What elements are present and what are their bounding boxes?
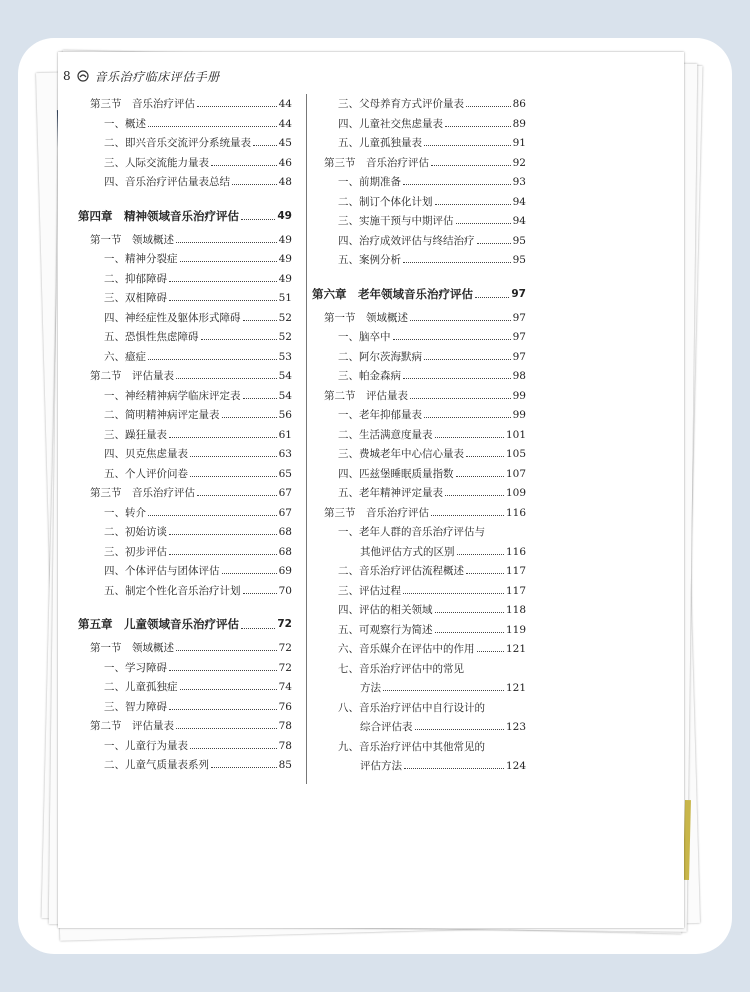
toc-entry-page: 97 bbox=[512, 350, 526, 363]
toc-entry-item-nopage bbox=[312, 660, 526, 680]
toc-entry-title: 第一节 领域概述 bbox=[90, 233, 174, 246]
toc-entry-page: 48 bbox=[278, 176, 292, 188]
toc-entry-section bbox=[312, 154, 526, 174]
toc-entry-page: 107 bbox=[505, 467, 526, 480]
toc-entry-page: 121 bbox=[505, 643, 526, 655]
toc-entry-title: 九、音乐治疗评估中其他常见的 bbox=[338, 740, 485, 753]
dot-leader bbox=[403, 173, 511, 185]
toc-entry-title: 二、初始访谈 bbox=[104, 526, 167, 538]
dot-leader bbox=[197, 95, 277, 107]
toc-entry-item bbox=[78, 523, 292, 543]
toc-entry-page: 117 bbox=[505, 584, 526, 597]
toc-entry-item bbox=[312, 582, 526, 602]
toc-entry-item bbox=[312, 367, 526, 387]
toc-entry-page: 78 bbox=[278, 720, 292, 732]
toc-entry-title: 一、转介 bbox=[104, 506, 146, 519]
toc-entry-page: 65 bbox=[278, 467, 292, 480]
dot-leader bbox=[435, 426, 504, 438]
dot-leader bbox=[445, 115, 511, 127]
toc-entry-section bbox=[78, 639, 292, 659]
toc-entry-title: 第二节 评估量表 bbox=[90, 720, 174, 732]
dot-leader bbox=[435, 193, 511, 205]
toc-entry-item bbox=[78, 445, 292, 465]
toc-entry-title: 二、简明精神病评定量表 bbox=[104, 409, 220, 421]
toc-entry-page: 94 bbox=[512, 215, 526, 227]
toc-entry-page: 56 bbox=[278, 409, 292, 421]
toc-entry-section bbox=[312, 309, 526, 329]
toc-entry-page: 45 bbox=[278, 137, 292, 149]
toc-entry-page: 54 bbox=[278, 370, 292, 382]
toc-entry-item bbox=[78, 582, 292, 602]
toc-entry-title: 三、评估过程 bbox=[338, 584, 401, 597]
toc-entry-title: 四、评估的相关领域 bbox=[338, 604, 433, 616]
dot-leader bbox=[243, 387, 277, 399]
toc-entry-item bbox=[312, 621, 526, 641]
toc-entry-title: 六、癔症 bbox=[104, 350, 146, 363]
toc-entry-title: 五、老年精神评定量表 bbox=[338, 487, 443, 499]
toc-entry-page: 52 bbox=[278, 311, 292, 324]
toc-entry-page: 99 bbox=[512, 389, 526, 402]
toc-entry-title: 二、抑郁障碍 bbox=[104, 272, 167, 285]
toc-entry-item bbox=[312, 601, 526, 621]
dot-leader bbox=[403, 582, 504, 594]
dot-leader bbox=[190, 737, 277, 749]
toc-entry-page: 70 bbox=[278, 584, 292, 597]
toc-entry-page: 85 bbox=[278, 759, 292, 771]
toc-entry-page: 92 bbox=[512, 156, 526, 169]
dot-leader bbox=[475, 289, 509, 298]
toc-entry-title: 第一节 领域概述 bbox=[90, 642, 174, 654]
toc-entry-page: 86 bbox=[512, 98, 526, 110]
toc-entry-title: 五、儿童孤独量表 bbox=[338, 137, 422, 149]
toc-entry-page: 68 bbox=[278, 526, 292, 538]
toc-entry-section bbox=[78, 484, 292, 504]
toc-entry-page: 101 bbox=[505, 428, 526, 441]
toc-entry-title: 四、音乐治疗评估量表总结 bbox=[104, 176, 230, 188]
toc-entry-item bbox=[78, 115, 292, 135]
toc-entry-title: 四、神经症性及躯体形式障碍 bbox=[104, 311, 241, 324]
toc-entry-title: 三、实施干预与中期评估 bbox=[338, 215, 454, 227]
toc-entry-title: 三、人际交流能力量表 bbox=[104, 156, 209, 169]
toc-entry-item bbox=[78, 250, 292, 270]
toc-entry-item bbox=[312, 640, 526, 660]
toc-entry-item bbox=[78, 309, 292, 329]
toc-entry-section bbox=[312, 504, 526, 524]
toc-entry-item bbox=[78, 678, 292, 698]
toc-entry-item bbox=[78, 426, 292, 446]
toc-right-column bbox=[312, 95, 526, 777]
toc-entry-page: 117 bbox=[505, 565, 526, 577]
toc-entry-page: 44 bbox=[278, 117, 292, 130]
toc-entry-page: 49 bbox=[278, 233, 292, 246]
toc-entry-title: 评估方法 bbox=[360, 760, 402, 772]
toc-entry-item bbox=[312, 465, 526, 485]
toc-entry-title: 三、费城老年中心信心量表 bbox=[338, 448, 464, 460]
toc-entry-item bbox=[312, 406, 526, 426]
dot-leader bbox=[241, 620, 275, 629]
toc-entry-page: 97 bbox=[512, 311, 526, 324]
toc-entry-title: 五、可观察行为简述 bbox=[338, 623, 433, 636]
toc-entry-item bbox=[312, 173, 526, 193]
toc-entry-item bbox=[78, 504, 292, 524]
dot-leader bbox=[435, 621, 504, 633]
dot-leader bbox=[424, 348, 511, 360]
dot-leader bbox=[477, 232, 511, 244]
dot-leader bbox=[466, 95, 511, 107]
toc-entry-page: 74 bbox=[278, 681, 292, 693]
toc-entry-page: 109 bbox=[505, 487, 526, 499]
toc-entry-title: 第三节 音乐治疗评估 bbox=[324, 156, 429, 169]
toc-entry-page: 78 bbox=[278, 739, 292, 752]
toc-entry-title: 五、个人评价问卷 bbox=[104, 467, 188, 480]
toc-entry-item bbox=[78, 543, 292, 563]
toc-entry-page: 54 bbox=[278, 389, 292, 402]
toc-entry-title: 二、儿童孤独症 bbox=[104, 681, 178, 693]
toc-entry-item bbox=[78, 289, 292, 309]
toc-entry-item bbox=[78, 737, 292, 757]
toc-entry-item-cont bbox=[312, 757, 526, 777]
toc-entry-section bbox=[78, 95, 292, 115]
book-logo-icon bbox=[77, 70, 89, 82]
toc-entry-item bbox=[78, 328, 292, 348]
dot-leader bbox=[466, 445, 504, 457]
toc-entry-title: 二、儿童气质量表系列 bbox=[104, 759, 209, 771]
toc-entry-page: 68 bbox=[278, 545, 292, 558]
dot-leader bbox=[456, 212, 511, 224]
dot-leader bbox=[148, 348, 277, 360]
dot-leader bbox=[435, 601, 504, 613]
toc-entry-item bbox=[78, 348, 292, 368]
toc-entry-item bbox=[312, 348, 526, 368]
toc-entry-item bbox=[78, 698, 292, 718]
dot-leader bbox=[176, 367, 277, 379]
dot-leader bbox=[424, 134, 511, 146]
toc-entry-page: 123 bbox=[505, 721, 526, 733]
dot-leader bbox=[197, 484, 277, 496]
toc-entry-item-nopage bbox=[312, 738, 526, 758]
toc-entry-item bbox=[312, 193, 526, 213]
toc-entry-chapter bbox=[312, 271, 526, 309]
dot-leader bbox=[424, 406, 511, 418]
toc-entry-page: 46 bbox=[278, 156, 292, 169]
toc-entry-page: 95 bbox=[512, 234, 526, 247]
toc-entry-item-cont bbox=[312, 718, 526, 738]
toc-entry-item bbox=[78, 173, 292, 193]
dot-leader bbox=[241, 211, 275, 220]
toc-entry-item bbox=[78, 562, 292, 582]
toc-entry-title: 六、音乐媒介在评估中的作用 bbox=[338, 643, 475, 655]
toc-entry-item bbox=[78, 406, 292, 426]
dot-leader bbox=[477, 640, 504, 652]
toc-entry-section bbox=[78, 231, 292, 251]
dot-leader bbox=[201, 328, 277, 340]
toc-entry-page: 89 bbox=[512, 117, 526, 130]
toc-entry-page: 118 bbox=[505, 604, 526, 616]
book-title: 音乐治疗临床评估手册 bbox=[94, 69, 220, 84]
toc-entry-page: 99 bbox=[512, 409, 526, 421]
toc-entry-title: 一、老年人群的音乐治疗评估与 bbox=[338, 526, 485, 538]
dot-leader bbox=[415, 718, 504, 730]
dot-leader bbox=[169, 289, 277, 301]
dot-leader bbox=[403, 251, 511, 263]
toc-entry-title: 第三节 音乐治疗评估 bbox=[324, 506, 429, 519]
dot-leader bbox=[176, 717, 277, 729]
toc-entry-title: 三、智力障碍 bbox=[104, 700, 167, 713]
toc-entry-item-cont bbox=[312, 679, 526, 699]
toc-entry-title: 四、贝克焦虑量表 bbox=[104, 448, 188, 460]
toc-entry-title: 第一节 领域概述 bbox=[324, 311, 408, 324]
toc-entry-page: 49 bbox=[278, 253, 292, 265]
toc-entry-title: 二、生活满意度量表 bbox=[338, 428, 433, 441]
toc-entry-chapter bbox=[78, 601, 292, 639]
toc-entry-item bbox=[312, 134, 526, 154]
dot-leader bbox=[169, 698, 277, 710]
toc-entry-item-nopage bbox=[312, 699, 526, 719]
toc-entry-title: 方法 bbox=[360, 682, 381, 694]
toc-entry-page: 72 bbox=[277, 618, 292, 630]
dot-leader bbox=[466, 562, 504, 574]
toc-entry-page: 53 bbox=[278, 350, 292, 363]
toc-entry-page: 116 bbox=[505, 506, 526, 519]
toc-entry-page: 105 bbox=[505, 448, 526, 460]
dot-leader bbox=[169, 270, 277, 282]
toc-entry-item bbox=[312, 115, 526, 135]
toc-entry-item bbox=[312, 95, 526, 115]
dot-leader bbox=[393, 328, 511, 340]
dot-leader bbox=[383, 679, 504, 691]
toc-entry-chapter bbox=[78, 193, 292, 231]
dot-leader bbox=[176, 231, 277, 243]
dot-leader bbox=[404, 757, 504, 769]
toc-entry-title: 三、初步评估 bbox=[104, 545, 167, 558]
toc-entry-page: 72 bbox=[278, 661, 292, 674]
toc-entry-title: 三、双相障碍 bbox=[104, 292, 167, 304]
toc-entry-page: 116 bbox=[505, 545, 526, 558]
toc-entry-page: 69 bbox=[278, 565, 292, 577]
toc-entry-title: 第二节 评估量表 bbox=[324, 389, 408, 402]
dot-leader bbox=[410, 387, 511, 399]
toc-entry-title: 一、前期准备 bbox=[338, 176, 401, 188]
toc-entry-section bbox=[78, 367, 292, 387]
dot-leader bbox=[169, 523, 277, 535]
dot-leader bbox=[243, 309, 277, 321]
toc-entry-page: 91 bbox=[512, 137, 526, 149]
toc-entry-title: 一、学习障碍 bbox=[104, 661, 167, 674]
toc-entry-title: 第五章 儿童领域音乐治疗评估 bbox=[78, 617, 239, 631]
toc-entry-page: 67 bbox=[278, 487, 292, 499]
toc-entry-section bbox=[312, 387, 526, 407]
toc-entry-item-nopage bbox=[312, 523, 526, 543]
toc-entry-item bbox=[78, 270, 292, 290]
dot-leader bbox=[232, 173, 277, 185]
toc-entry-item bbox=[312, 328, 526, 348]
dot-leader bbox=[431, 504, 504, 516]
dot-leader bbox=[148, 115, 277, 127]
dot-leader bbox=[211, 154, 277, 166]
dot-leader bbox=[243, 582, 277, 594]
toc-entry-page: 76 bbox=[278, 700, 292, 713]
toc-entry-page: 98 bbox=[512, 370, 526, 382]
toc-entry-title: 二、阿尔茨海默病 bbox=[338, 350, 422, 363]
dot-leader bbox=[169, 426, 277, 438]
column-divider bbox=[306, 94, 307, 784]
dot-leader bbox=[222, 406, 277, 418]
toc-entry-item bbox=[78, 756, 292, 776]
toc-entry-title: 一、精神分裂症 bbox=[104, 253, 178, 265]
toc-entry-item bbox=[312, 562, 526, 582]
dot-leader bbox=[211, 756, 277, 768]
toc-entry-title: 二、制订个体化计划 bbox=[338, 195, 433, 208]
toc-entry-title: 四、匹兹堡睡眠质量指数 bbox=[338, 467, 454, 480]
dot-leader bbox=[410, 309, 511, 321]
toc-entry-title: 一、神经精神病学临床评定表 bbox=[104, 389, 241, 402]
toc-entry-page: 61 bbox=[278, 428, 292, 441]
toc-entry-item bbox=[312, 426, 526, 446]
toc-entry-page: 52 bbox=[278, 331, 292, 343]
toc-entry-title: 二、音乐治疗评估流程概述 bbox=[338, 565, 464, 577]
dot-leader bbox=[253, 134, 277, 146]
toc-entry-item bbox=[312, 445, 526, 465]
dot-leader bbox=[222, 562, 277, 574]
toc-entry-page: 44 bbox=[278, 98, 292, 110]
toc-entry-title: 三、躁狂量表 bbox=[104, 428, 167, 441]
toc-entry-page: 94 bbox=[512, 195, 526, 208]
toc-entry-title: 一、老年抑郁量表 bbox=[338, 409, 422, 421]
toc-entry-title: 五、恐惧性焦虑障碍 bbox=[104, 331, 199, 343]
page-number: 8 bbox=[63, 69, 71, 83]
toc-entry-page: 97 bbox=[511, 287, 526, 300]
toc-entry-item bbox=[312, 251, 526, 271]
toc-entry-item bbox=[78, 659, 292, 679]
toc-entry-page: 49 bbox=[277, 209, 292, 222]
toc-entry-title: 三、父母养育方式评价量表 bbox=[338, 98, 464, 110]
toc-entry-item-cont bbox=[312, 543, 526, 563]
toc-entry-page: 97 bbox=[512, 331, 526, 343]
toc-entry-title: 二、即兴音乐交流评分系统量表 bbox=[104, 137, 251, 149]
toc-entry-title: 三、帕金森病 bbox=[338, 370, 401, 382]
dot-leader bbox=[180, 678, 277, 690]
toc-entry-page: 67 bbox=[278, 506, 292, 519]
toc-entry-title: 八、音乐治疗评估中自行设计的 bbox=[338, 701, 485, 714]
toc-entry-title: 综合评估表 bbox=[360, 721, 413, 733]
toc-entry-title: 五、制定个性化音乐治疗计划 bbox=[104, 584, 241, 597]
dot-leader bbox=[431, 154, 511, 166]
toc-entry-page: 93 bbox=[512, 176, 526, 188]
toc-left-column bbox=[78, 95, 292, 776]
dot-leader bbox=[457, 543, 504, 555]
toc-entry-page: 95 bbox=[512, 254, 526, 266]
dot-leader bbox=[169, 659, 277, 671]
toc-entry-title: 四、儿童社交焦虑量表 bbox=[338, 117, 443, 130]
dot-leader bbox=[403, 367, 511, 379]
toc-entry-page: 63 bbox=[278, 448, 292, 460]
toc-entry-page: 121 bbox=[505, 682, 526, 694]
toc-entry-title: 七、音乐治疗评估中的常见 bbox=[338, 662, 464, 675]
toc-entry-title: 一、脑卒中 bbox=[338, 331, 391, 343]
toc-entry-title: 第三节 音乐治疗评估 bbox=[90, 487, 195, 499]
toc-entry-title: 四、治疗成效评估与终结治疗 bbox=[338, 234, 475, 247]
toc-entry-title: 一、儿童行为量表 bbox=[104, 739, 188, 752]
dot-leader bbox=[148, 504, 277, 516]
toc-entry-section bbox=[78, 717, 292, 737]
toc-entry-title: 第六章 老年领域音乐治疗评估 bbox=[312, 286, 473, 301]
toc-entry-item bbox=[78, 154, 292, 174]
toc-entry-title: 第四章 精神领域音乐治疗评估 bbox=[78, 208, 239, 223]
toc-entry-item bbox=[78, 134, 292, 154]
dot-leader bbox=[445, 484, 504, 496]
toc-entry-item bbox=[312, 484, 526, 504]
toc-entry-item bbox=[78, 465, 292, 485]
toc-entry-title: 四、个体评估与团体评估 bbox=[104, 565, 220, 577]
toc-entry-title: 一、概述 bbox=[104, 117, 146, 130]
dot-leader bbox=[456, 465, 504, 477]
toc-entry-title: 第二节 评估量表 bbox=[90, 370, 174, 382]
dot-leader bbox=[169, 543, 277, 555]
toc-entry-title: 其他评估方式的区别 bbox=[360, 545, 455, 558]
toc-entry-page: 49 bbox=[278, 272, 292, 285]
toc-entry-item bbox=[312, 212, 526, 232]
dot-leader bbox=[190, 465, 277, 477]
toc-entry-page: 119 bbox=[505, 623, 526, 636]
toc-entry-title: 五、案例分析 bbox=[338, 254, 401, 266]
dot-leader bbox=[176, 639, 277, 651]
toc-entry-page: 124 bbox=[505, 760, 526, 772]
page-header bbox=[63, 66, 220, 86]
dot-leader bbox=[190, 445, 277, 457]
toc-entry-page: 72 bbox=[278, 642, 292, 654]
toc-entry-item bbox=[78, 387, 292, 407]
toc-entry-item bbox=[312, 232, 526, 252]
toc-entry-title: 第三节 音乐治疗评估 bbox=[90, 98, 195, 110]
toc-entry-page: 51 bbox=[278, 292, 292, 304]
dot-leader bbox=[180, 250, 277, 262]
